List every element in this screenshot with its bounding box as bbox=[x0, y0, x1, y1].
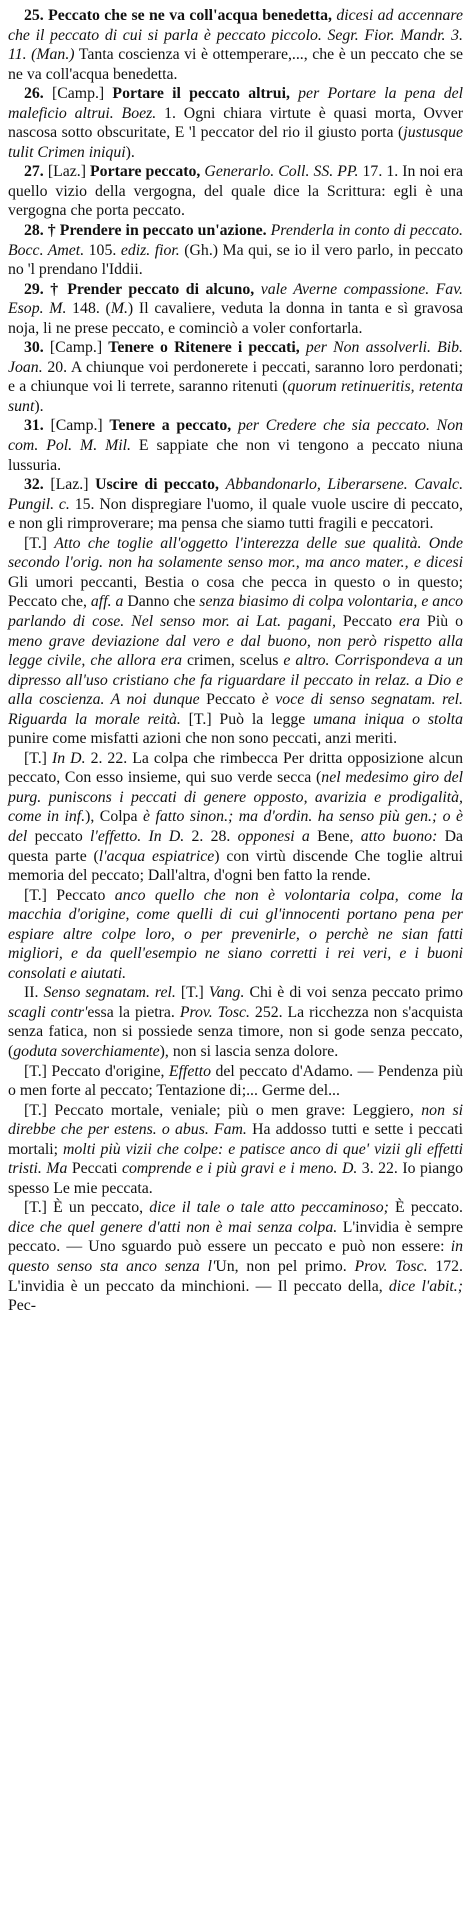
definition-text: Abbandonarlo, Liberarsene. Cavalc. Pungil. c. bbox=[8, 476, 464, 513]
citation-text: Tanta coscienza vi è ottemperare,..., che è un peccato che se ne va coll'acqua benedetta. bbox=[8, 46, 463, 83]
note-text: In D. bbox=[51, 749, 91, 767]
note-text: nel medesimo giro del purg. puniscons i peccati di genere opposto, avarizia e prodigalità, come in inf. bbox=[8, 769, 463, 826]
note-text: Pec- bbox=[8, 1297, 37, 1315]
entry-27 bbox=[8, 162, 463, 221]
note-peccato-origine bbox=[8, 1062, 463, 1101]
citation-text: ). bbox=[34, 397, 44, 415]
note-peccato-mortale bbox=[8, 1101, 463, 1199]
source-tag: [Camp.] bbox=[49, 339, 109, 357]
source-tag: [Laz.] bbox=[47, 163, 91, 181]
entry-heading: Uscire di peccato, bbox=[95, 476, 226, 494]
entry-heading: 29. † Prender peccato di alcuno, bbox=[24, 280, 261, 298]
note-text: Peccato bbox=[342, 612, 399, 630]
entry-26 bbox=[8, 84, 463, 162]
citation-text: (Gh.) Ma qui, se io il vero parlo, in peccato no 'l prendano l'Iddii. bbox=[8, 241, 463, 279]
note-text: Gli umori peccanti, Bestia o cosa che pecca in questo o in questo; Peccato che, bbox=[8, 573, 463, 611]
definition-text: Prenderla in conto di peccato. Bocc. Amet. bbox=[8, 222, 463, 259]
note-text: in questo senso sta anco senza l' bbox=[8, 1238, 463, 1275]
section-ii bbox=[8, 983, 463, 1061]
note-text: 3. 22. Io piango spesso Le mie peccata. bbox=[8, 1160, 464, 1197]
entry-number: 27. bbox=[24, 163, 48, 181]
note-text: era bbox=[399, 612, 428, 630]
note-text: 172. L'invidia è un peccato da minchioni. — Il peccato della, bbox=[8, 1258, 463, 1295]
note-text: ), non si lascia senza dolore. bbox=[159, 1042, 339, 1060]
note-text: molti più vizii che colpe: e patisce anco di que' vizii gli effetti tristi. Ma bbox=[8, 1140, 464, 1178]
citation-text: E sappiate che non vi tengono a peccato niuna lussuria. bbox=[8, 437, 463, 474]
citation-text: 148. ( bbox=[72, 300, 111, 318]
entry-number: 31. bbox=[24, 417, 51, 435]
note-text: crimen, scelus bbox=[186, 652, 284, 670]
note-text: Chi è di voi senza peccato primo bbox=[249, 984, 463, 1002]
definition-text: dicesi ad accennare che il peccato di cui si parla è peccato piccolo. Segr. Fior. Mandr. 3. 11. (Man.) bbox=[8, 7, 463, 64]
note-text: Ha addosso tutti e sette i peccati mortali; bbox=[8, 1121, 463, 1158]
note-text: è fatto sinon.; ma d'ordin. ha senso più gen.; o è del bbox=[8, 808, 464, 845]
note-text: dice che quel genere d'atti non è mai senza colpa. bbox=[8, 1218, 343, 1236]
note-text: scagli contr' bbox=[8, 1003, 88, 1021]
citation-text: 105. bbox=[88, 241, 121, 259]
definition-text: per Portare la pena del maleficio altrui. Boez. bbox=[8, 85, 463, 122]
citation-text: ). bbox=[125, 143, 135, 161]
note-text: l'effetto. In D. bbox=[90, 827, 192, 845]
note-e-un-peccato bbox=[8, 1198, 463, 1315]
source-tag: [Camp.] bbox=[51, 85, 113, 103]
definition-text: vale Averne compassione. Fav. Esop. M. bbox=[8, 280, 463, 318]
source-tag: [T.] bbox=[24, 749, 52, 767]
latin-gloss: justusque tulit Crimen iniqui bbox=[8, 124, 463, 161]
note-text: 2. 28. bbox=[191, 827, 238, 845]
source-tag: [T.] bbox=[24, 534, 55, 552]
entry-29 bbox=[8, 280, 463, 339]
definition-text: per Credere che sia peccato. Non com. Pol. M. Mil. bbox=[8, 417, 464, 455]
latin-gloss: quorum retinueritis, retenta sunt bbox=[8, 378, 463, 415]
section-number: II. bbox=[24, 984, 44, 1002]
entry-25 bbox=[8, 6, 463, 84]
note-text: Danno che bbox=[127, 593, 200, 611]
definition-text: per Non assolverli. Bib. Joan. bbox=[8, 339, 463, 376]
note-text: [T.] È un peccato, bbox=[24, 1199, 150, 1217]
citation-text: 1. Ogni chiara virtute è quasi morta, Ovver nascosa sotto obscuritate, E 'l peccator del rio il giusto porta ( bbox=[8, 104, 463, 142]
note-text: è voce di senso segnatam. rel. Riguarda la morale reità. bbox=[8, 691, 464, 728]
note-text: opponesi a bbox=[237, 827, 318, 845]
note-text: [T.] Può la legge bbox=[188, 710, 314, 728]
note-text: Vang. bbox=[208, 984, 250, 1002]
note-text: Bene, bbox=[317, 827, 361, 845]
citation-text: ) Il cavaliere, veduta la donna in tanta e sì gravosa noja, li ne prese peccato, e cominciò a voler confortarla. bbox=[8, 300, 463, 337]
note-text: meno grave deviazione dal vero e dal buono, non però rispetto alla legge civile, che allora era bbox=[8, 632, 463, 670]
note-text: e altro. Corrispondeva a un dipresso all'uso cristiano che fa riguardare il peccato in relaz. a Dio e alla coscienza. A noi dunque bbox=[8, 652, 463, 709]
note-text: Più o bbox=[427, 612, 463, 630]
note-text: L'invidia è sempre peccato. — Uno sguardo può essere un peccato e può non essere: bbox=[8, 1218, 463, 1256]
note-text: aff. a bbox=[90, 593, 128, 611]
note-text: senza biasimo di colpa volontaria, e anco parlando di cose. Nel senso mor. ai Lat. pagani, bbox=[8, 593, 464, 630]
note-text: Senso segnatam. rel. bbox=[43, 984, 181, 1002]
note-text: ) con virtù discende Che toglie altrui memoria del peccato; Dall'altra, d'ogni ben fatto la rende. bbox=[8, 847, 463, 885]
note-text: 252. La ricchezza non s'acquista senza fatica, non si possiede senza timore, non si gode senza peccato, ( bbox=[8, 1003, 464, 1060]
entry-heading: Portare peccato, bbox=[90, 163, 205, 181]
entry-30 bbox=[8, 338, 463, 416]
note-text: Peccato bbox=[206, 691, 262, 709]
entry-heading: 25. Peccato che se ne va coll'acqua benedetta, bbox=[24, 7, 337, 24]
entry-number: 32. bbox=[24, 476, 51, 494]
note-text: del peccato d'Adamo. — Pendenza più o men forte al peccato; Tentazione di;... Germe del... bbox=[8, 1062, 463, 1100]
citation-text: 15. Non dispregiare l'uomo, il quale vuole uscire di peccato, e non gli rimproverare; ma pensa che siamo tutti fragili e peccatori. bbox=[8, 495, 463, 533]
entry-heading: Tenere o Ritenere i peccati, bbox=[108, 339, 306, 357]
entry-heading: Portare il peccato altrui, bbox=[112, 85, 299, 103]
note-text: comprende e i più gravi e i meno. D. bbox=[121, 1160, 362, 1178]
source-tag: [T.] bbox=[180, 984, 209, 1002]
note-text: Atto che toglie all'oggetto l'interezza delle sue qualità. Onde secondo l'orig. non ha solamente senso mor., ma anco mater., e dicesi bbox=[8, 534, 463, 572]
note-macchia-origine bbox=[8, 886, 463, 984]
note-text: non si direbbe che per estens. o abus. Fam. bbox=[8, 1101, 463, 1139]
note-text: umana iniqua o stolta bbox=[313, 710, 463, 728]
definition-text: Generarlo. Coll. SS. PP. bbox=[204, 163, 363, 181]
note-dante-colpa bbox=[8, 749, 463, 886]
note-text: Effetto bbox=[168, 1062, 216, 1080]
definition-text: ediz. fior. bbox=[120, 241, 185, 259]
entry-heading: 28. † Prendere in peccato un'azione. bbox=[24, 222, 271, 240]
note-text: Peccati bbox=[71, 1160, 122, 1178]
source-tag: [Laz.] bbox=[50, 476, 96, 494]
note-text: punire come misfatti azioni che non sono peccati, anzi meriti. bbox=[8, 730, 398, 748]
source-tag: [Camp.] bbox=[50, 417, 110, 435]
note-text: Un, non pel primo. bbox=[215, 1258, 355, 1275]
entry-28 bbox=[8, 221, 463, 280]
citation-text: 17. 1. In noi era quello vizio della vergogna, del quale dice la Scrittura: egli è una vergogna che porta peccato. bbox=[8, 163, 463, 220]
note-text: Prov. Tosc. bbox=[179, 1003, 255, 1021]
note-text: È peccato. bbox=[395, 1199, 464, 1217]
note-text: [T.] Peccato d'origine, bbox=[24, 1062, 169, 1080]
entry-number: 30. bbox=[24, 339, 50, 357]
note-text: anco quello che non è volontaria colpa, come la macchia d'origine, come quelli di cui gl'innocenti portano pena per espiare altre colpe loro, o per prevenirle, o perchè ne sian fatti migliori, e da quell'esempio ne siano corretti i rei veri, e i buoni consolati e aiutati. bbox=[8, 886, 463, 982]
note-interezza bbox=[8, 534, 463, 749]
note-text: goduta soverchiamente bbox=[13, 1042, 160, 1060]
note-text: Da questa parte ( bbox=[8, 827, 464, 865]
note-text: atto buono: bbox=[360, 827, 445, 845]
note-text: essa la pietra. bbox=[87, 1003, 180, 1021]
entry-31 bbox=[8, 416, 463, 475]
note-text: [T.] Peccato bbox=[24, 886, 115, 904]
note-text: peccato bbox=[34, 827, 91, 845]
note-text: l'acqua espiatrice bbox=[98, 847, 215, 865]
entry-heading: Tenere a peccato, bbox=[109, 417, 238, 435]
note-text: ), Colpa bbox=[85, 808, 143, 826]
entry-number: 26. bbox=[24, 85, 52, 103]
definition-text: M. bbox=[110, 300, 128, 318]
note-text: Prov. Tosc. bbox=[354, 1258, 436, 1275]
note-text: dice il tale o tale atto peccaminoso; bbox=[149, 1199, 396, 1217]
note-text: dice l'abit.; bbox=[388, 1277, 463, 1295]
entry-32 bbox=[8, 475, 463, 534]
note-text: [T.] Peccato mortale, veniale; più o men grave: Leggiero, bbox=[24, 1101, 422, 1119]
note-text: 2. 22. La colpa che rimbecca Per dritta opposizione alcun peccato, Con esso insieme, qui suo verde secca ( bbox=[8, 749, 464, 787]
citation-text: 20. A chiunque voi perdonerete i peccati, saranno loro perdonati; e a chiunque voi li terrete, saranno ritenuti ( bbox=[8, 358, 463, 396]
